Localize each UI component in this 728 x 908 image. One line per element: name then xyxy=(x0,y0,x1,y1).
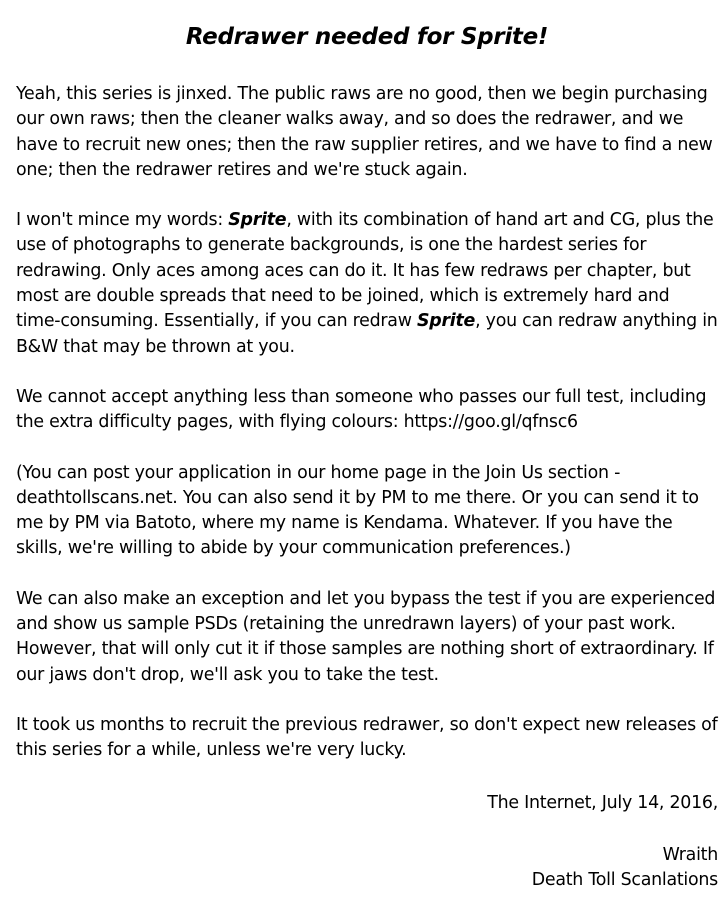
paragraph-difficulty xyxy=(16,208,718,360)
paragraph-intro: Yeah, this series is jinxed. The public raws are no good, then we begin purchasing our own raws; then the cleaner walks away, and so does the redrawer, and we have to recruit new ones; then the raw supplier retires, and we have to find a new one; then the redrawer retires and we're stuck again. xyxy=(16,84,713,180)
page-title: Redrawer needed for Sprite! xyxy=(185,24,549,50)
paragraph-outlook: It took us months to recruit the previous redrawer, so don't expect new releases of this series for a while, unless we're very lucky. xyxy=(16,714,718,761)
paragraph-difficulty-text-3: , you can redraw anything in B&W that may be thrown at you. xyxy=(16,311,718,357)
dateline: The Internet, July 14, 2016, xyxy=(487,792,718,813)
signature-group: Death Toll Scanlations xyxy=(531,870,718,891)
paragraph-application-info: (You can post your application in our home page in the Join Us section - deathtollscans.net. You can also send it by PM to me there. Or you can send it to me by PM via Batoto, where my name is Kendama. Whatever. If you have the skills, we're willing to abide by your communication preferences.) xyxy=(16,462,699,559)
signature-name: Wraith xyxy=(662,844,718,865)
series-name-emphasis: Sprite xyxy=(228,210,287,231)
paragraph-test-requirement: We cannot accept anything less than someone who passes our full test, including the extra difficulty pages, with flying colours: https://goo.gl/qfnsc6 xyxy=(16,386,707,433)
paragraph-difficulty-text-2: , with its combination of hand art and CG, plus the use of photographs to generate backgrounds, is one the hardest series for redrawing. Only aces among aces can do it. It has few redraws per chapter, but most are double spreads that need to be joined, which is extremely hard and time-consuming. Essentially, if you can redraw xyxy=(16,210,714,332)
series-name-emphasis: Sprite xyxy=(416,311,476,332)
paragraph-exception: We can also make an exception and let you bypass the test if you are experienced and show us sample PSDs (retaining the unredrawn layers) of your past work. However, that will only cut it if those samples are nothing short of extraordinary. If our jaws don't drop, we'll ask you to take the test. xyxy=(16,588,716,685)
paragraph-difficulty-text-1: I won't mince my words: xyxy=(16,210,229,231)
